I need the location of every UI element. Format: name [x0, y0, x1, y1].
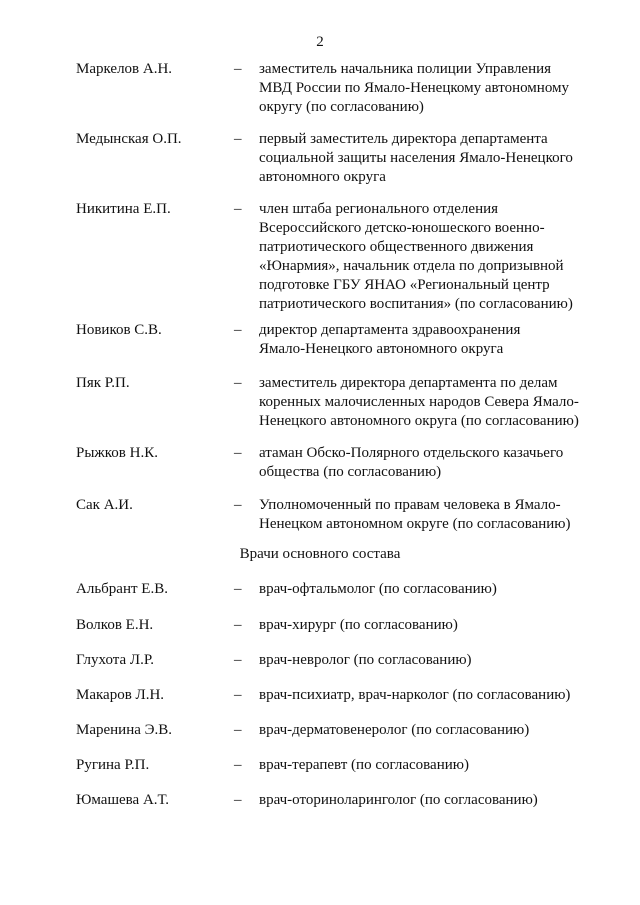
- dash-separator: –: [234, 722, 242, 738]
- person-name: Никитина Е.П.: [76, 201, 171, 217]
- description-line: округу (по согласованию): [259, 99, 424, 115]
- position-description: [259, 200, 594, 314]
- position-description: [259, 721, 594, 740]
- description-line: Уполномоченный по правам человека в Ямало-: [259, 497, 561, 513]
- description-line: врач-невролог (по согласованию): [259, 652, 472, 668]
- description-line: директор департамента здравоохранения: [259, 322, 521, 338]
- dash-separator: –: [234, 652, 242, 668]
- description-line: врач-оториноларинголог (по согласованию): [259, 792, 538, 808]
- description-line: патриотического общественного движения: [259, 239, 534, 255]
- position-description: [259, 651, 594, 670]
- person-name: Волков Е.Н.: [76, 617, 154, 633]
- dash-separator: –: [234, 201, 242, 217]
- person-name: Ругина Р.П.: [76, 757, 150, 773]
- dash-separator: –: [234, 687, 242, 703]
- description-line: социальной защиты населения Ямало-Ненецкого: [259, 150, 573, 166]
- description-line: заместитель начальника полиции Управления: [259, 61, 552, 77]
- person-name: Рыжков Н.К.: [76, 445, 158, 461]
- description-line: автономного округа: [259, 169, 386, 185]
- dash-separator: –: [234, 375, 242, 391]
- description-line: патриотического воспитания» (по согласованию): [259, 296, 573, 312]
- dash-separator: –: [234, 497, 242, 513]
- description-line: Всероссийского детско-юношеского военно-: [259, 220, 545, 236]
- position-description: [259, 374, 594, 431]
- person-name: Пяк Р.П.: [76, 375, 130, 391]
- dash-separator: –: [234, 445, 242, 461]
- dash-separator: –: [234, 792, 242, 808]
- description-line: заместитель директора департамента по делам: [259, 375, 558, 391]
- person-name: Юмашева А.Т.: [76, 792, 169, 808]
- description-line: врач-психиатр, врач-нарколог (по согласованию): [259, 687, 571, 703]
- position-description: [259, 580, 594, 599]
- position-description: [259, 791, 594, 810]
- position-description: [259, 321, 594, 359]
- person-name: Новиков С.В.: [76, 322, 162, 338]
- description-line: Ненецкого автономного округа (по согласованию): [259, 413, 579, 429]
- person-name: Глухота Л.Р.: [76, 652, 155, 668]
- description-line: МВД России по Ямало-Ненецкому автономному: [259, 80, 570, 96]
- position-description: [259, 130, 594, 187]
- page-number: 2: [316, 34, 324, 50]
- description-line: коренных малочисленных народов Севера Ямало-: [259, 394, 579, 410]
- person-name: Медынская О.П.: [76, 131, 182, 147]
- person-name: Маренина Э.В.: [76, 722, 173, 738]
- description-line: врач-офтальмолог (по согласованию): [259, 581, 497, 597]
- position-description: [259, 686, 594, 705]
- description-line: «Юнармия», начальник отдела по допризывной: [259, 258, 564, 274]
- position-description: [259, 496, 594, 534]
- description-line: врач-дерматовенеролог (по согласованию): [259, 722, 530, 738]
- dash-separator: –: [234, 757, 242, 773]
- dash-separator: –: [234, 581, 242, 597]
- person-name: Сак А.И.: [76, 497, 133, 513]
- position-description: [259, 444, 594, 482]
- dash-separator: –: [234, 61, 242, 77]
- position-description: [259, 616, 594, 635]
- person-name: Альбрант Е.В.: [76, 581, 168, 597]
- description-line: общества (по согласованию): [259, 464, 442, 480]
- description-line: врач-терапевт (по согласованию): [259, 757, 469, 773]
- description-line: первый заместитель директора департамента: [259, 131, 548, 147]
- position-description: [259, 756, 594, 775]
- section-heading: Врачи основного состава: [239, 546, 401, 562]
- dash-separator: –: [234, 617, 242, 633]
- person-name: Маркелов А.Н.: [76, 61, 173, 77]
- description-line: член штаба регионального отделения: [259, 201, 499, 217]
- description-line: Ненецком автономном округе (по согласованию): [259, 516, 571, 532]
- description-line: Ямало-Ненецкого автономного округа: [259, 341, 504, 357]
- position-description: [259, 60, 594, 117]
- description-line: атаман Обско-Полярного отдельского казачьего: [259, 445, 564, 461]
- description-line: подготовке ГБУ ЯНАО «Региональный центр: [259, 277, 550, 293]
- dash-separator: –: [234, 322, 242, 338]
- person-name: Макаров Л.Н.: [76, 687, 165, 703]
- dash-separator: –: [234, 131, 242, 147]
- description-line: врач-хирург (по согласованию): [259, 617, 458, 633]
